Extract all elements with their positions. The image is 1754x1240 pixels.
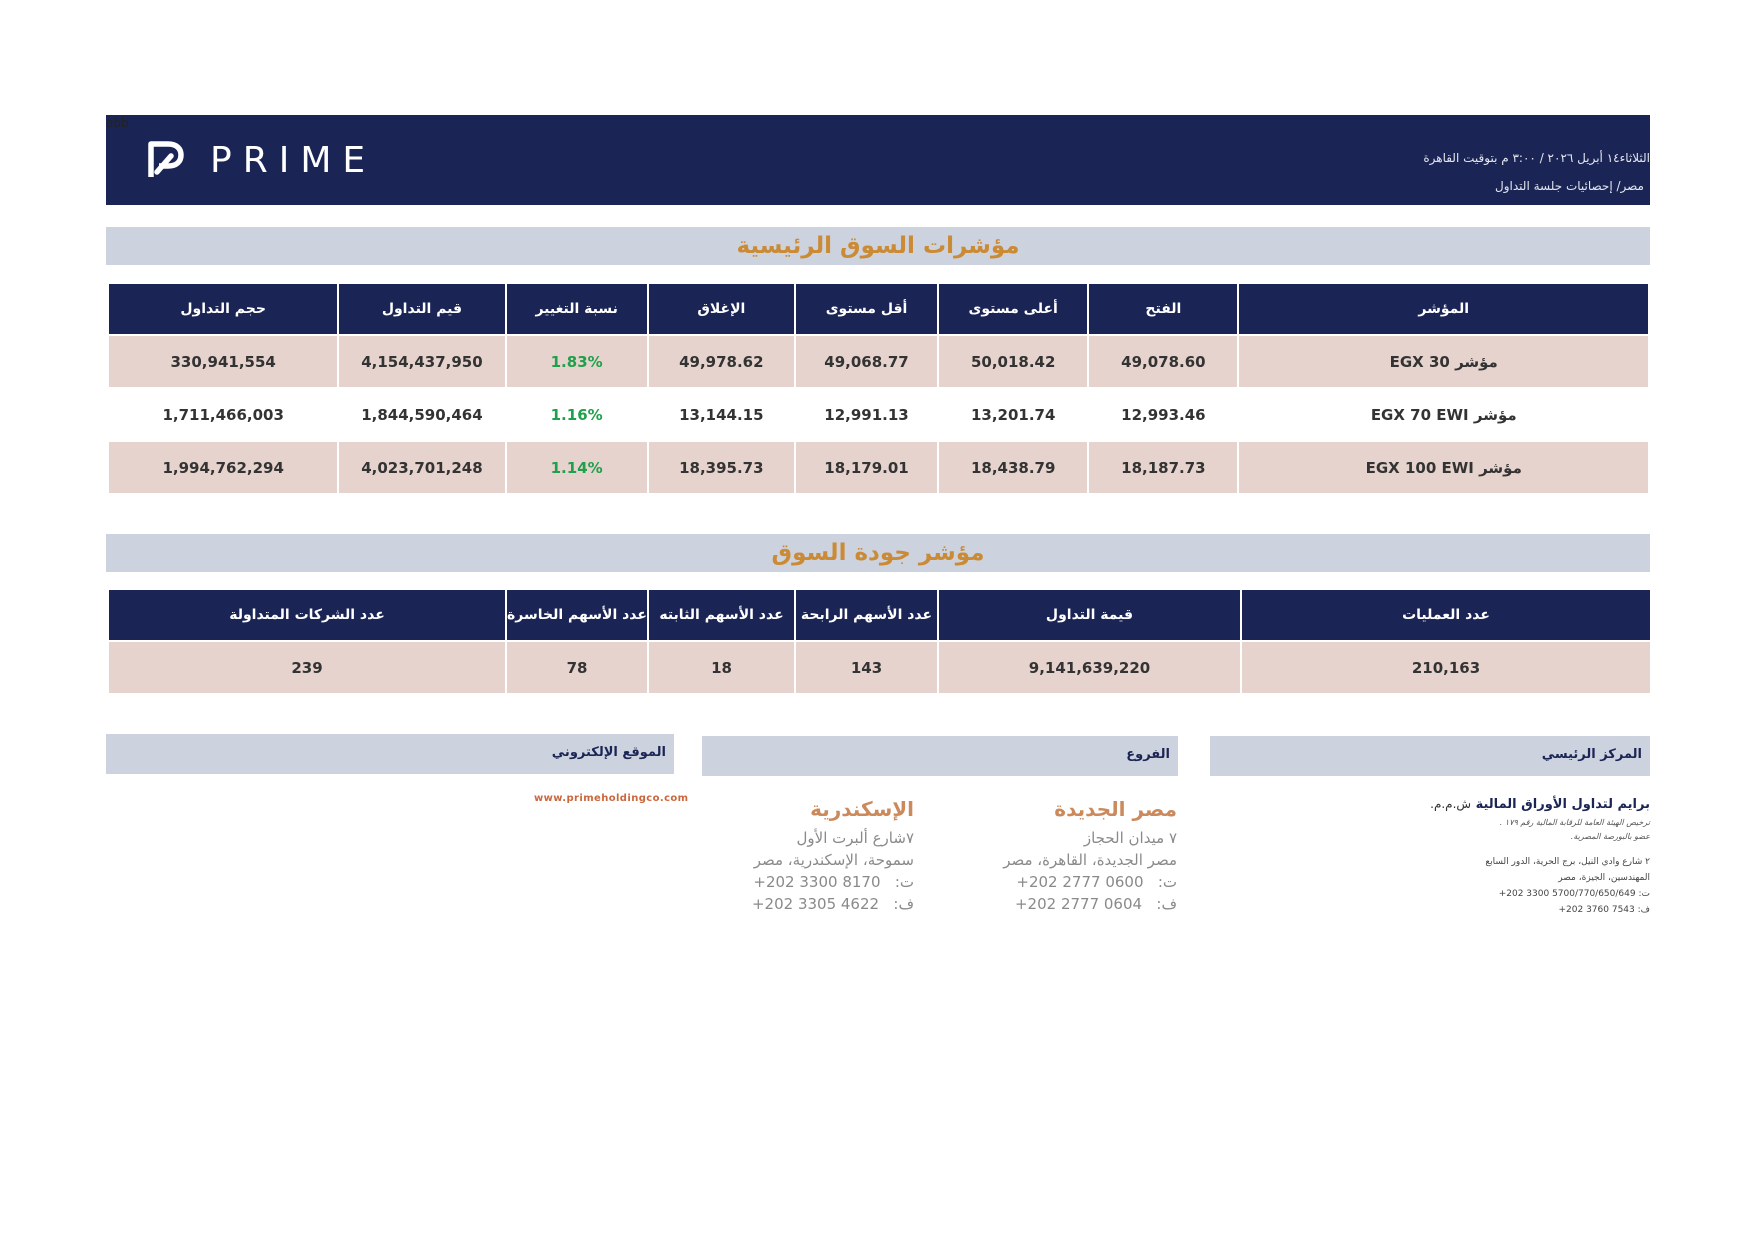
column-header-gainers: عدد الأسهم الرابحة <box>796 590 937 640</box>
column-header-traded-companies: عدد الشركات المتداولة <box>109 590 505 640</box>
low-value: 18,179.01 <box>824 458 909 477</box>
company-suffix: ش.م.م. <box>1430 797 1472 811</box>
high-value: 13,201.74 <box>970 405 1056 424</box>
branch-address-line: ٧شارع ألبرت الأول <box>796 829 914 847</box>
column-header-unchanged: عدد الأسهم الثابته <box>649 590 794 640</box>
hq-address-line: المهندسين، الجيزة، مصر <box>1558 873 1650 883</box>
phone-label: ت: <box>894 873 914 891</box>
high-cell <box>939 389 1087 440</box>
column-header-trade-value: قيمة التداول <box>939 590 1240 640</box>
close-value: 49,978.62 <box>679 352 764 371</box>
column-header-losers: عدد الأسهم الخاسرة <box>507 590 647 640</box>
trade-value: 9,141,639,220 <box>1028 658 1151 677</box>
fax-label: ف: <box>1156 895 1177 913</box>
column-header-low: أقل مستوى <box>796 284 937 334</box>
table-row <box>109 442 1648 493</box>
fax-number: +202 3305 4622 <box>751 895 880 913</box>
column-header-change: نسبة التغيير <box>507 284 647 334</box>
gainers-cell <box>796 642 937 693</box>
hq-fax-line <box>1430 902 1650 918</box>
low-value: 12,991.13 <box>824 405 909 424</box>
trade-value: 4,023,701,248 <box>361 458 483 477</box>
change-value: 1.83% <box>550 352 603 371</box>
branches-band <box>702 736 1178 776</box>
trade-value-cell <box>939 642 1240 693</box>
phone-number: +202 2777 0600 <box>1016 873 1144 891</box>
branch-address-line: ٧ ميدان الحجاز <box>1083 829 1177 847</box>
report-date: الثلاثاء١٤ أبريل ٢٠٢٦ / ٣:٠٠ م بتوقيت القاهرة <box>1423 151 1650 165</box>
gainers-value: 143 <box>850 658 883 677</box>
high-value: 50,018.42 <box>970 352 1056 371</box>
column-header-value: قيم التداول <box>339 284 504 334</box>
branch-address-line: مصر الجديدة، القاهرة، مصر <box>1003 851 1177 869</box>
trade-value-cell <box>339 336 504 387</box>
losers-value: 78 <box>566 658 588 677</box>
low-cell <box>796 442 937 493</box>
volume-value: 330,941,554 <box>170 352 276 371</box>
license-text: ترخيص الهيئة العامة للرقابة المالية رقم ١٧٩ . <box>1499 818 1650 827</box>
unchanged-cell <box>649 642 794 693</box>
trade-value-cell <box>339 442 504 493</box>
unchanged-value: 18 <box>711 658 732 677</box>
phone-number: +202 3300 5700/770/650/649 <box>1498 889 1636 899</box>
website-band <box>106 734 674 774</box>
website-link[interactable]: www.primeholdingco.com <box>534 793 689 804</box>
trades-value: 210,163 <box>1411 658 1481 677</box>
traded-companies-value: 239 <box>291 658 323 677</box>
branch-name: الإسكندرية <box>810 797 914 821</box>
open-cell <box>1089 336 1237 387</box>
close-cell <box>649 442 794 493</box>
phone-label: ت: <box>1157 873 1177 891</box>
phone-number: +202 3300 8170 <box>753 873 881 891</box>
open-cell <box>1089 389 1237 440</box>
quality-header-row <box>109 590 1650 640</box>
trade-value: 4,154,437,950 <box>361 352 483 371</box>
low-cell <box>796 336 937 387</box>
index-name-cell <box>1239 442 1648 493</box>
high-cell <box>939 336 1087 387</box>
quality-section-title: مؤشر جودة السوق <box>771 540 985 566</box>
branch-fax-line <box>752 893 914 915</box>
column-header-close: الإغلاق <box>649 284 794 334</box>
open-value: 18,187.73 <box>1121 458 1206 477</box>
index-name: مؤشر EGX 30 <box>1389 352 1498 371</box>
column-header-trades: عدد العمليات <box>1242 590 1650 640</box>
volume-cell <box>109 336 337 387</box>
index-name-cell <box>1239 336 1648 387</box>
branch-heliopolis <box>1003 797 1177 915</box>
close-cell <box>649 389 794 440</box>
close-value: 18,395.73 <box>679 458 764 477</box>
report-header <box>106 115 1650 205</box>
company-name-line <box>1430 797 1650 812</box>
column-header-high: أعلى مستوى <box>939 284 1087 334</box>
indices-table <box>107 282 1650 495</box>
indices-section-title: مؤشرات السوق الرئيسية <box>736 233 1020 259</box>
indices-header-row <box>109 284 1648 334</box>
index-name-cell <box>1239 389 1648 440</box>
table-row <box>109 389 1648 440</box>
corner-tag: abb <box>106 116 129 130</box>
high-value: 18,438.79 <box>970 458 1056 477</box>
volume-value: 1,711,466,003 <box>162 405 284 424</box>
close-cell <box>649 336 794 387</box>
logo-text: PRIME <box>210 139 377 181</box>
branch-name: مصر الجديدة <box>1054 797 1177 821</box>
website-label: الموقع الإلكتروني <box>551 745 666 760</box>
fax-label: ف: <box>1637 905 1650 915</box>
fax-label: ف: <box>893 895 914 913</box>
prime-logo <box>148 139 376 181</box>
change-cell <box>507 389 647 440</box>
open-value: 12,993.46 <box>1121 405 1206 424</box>
branch-address-line: سموحة، الإسكندرية، مصر <box>753 851 914 869</box>
change-cell <box>507 442 647 493</box>
open-cell <box>1089 442 1237 493</box>
losers-cell <box>507 642 647 693</box>
volume-cell <box>109 442 337 493</box>
breadcrumb: مصر/ إحصائيات جلسة التداول <box>1495 179 1644 193</box>
low-cell <box>796 389 937 440</box>
column-header-index: المؤشر <box>1239 284 1648 334</box>
volume-cell <box>109 389 337 440</box>
indices-section-band <box>106 227 1650 265</box>
volume-value: 1,994,762,294 <box>162 458 284 477</box>
headquarters-info <box>1430 797 1650 918</box>
hq-address-line: ٢ شارع وادي النيل، برج الحرية، الدور السابع <box>1485 857 1650 867</box>
branch-fax-line <box>1003 893 1177 915</box>
quality-table <box>107 588 1652 695</box>
low-value: 49,068.77 <box>824 352 909 371</box>
membership-text: عضو بالبورصة المصرية. <box>1570 832 1650 841</box>
column-header-open: الفتح <box>1089 284 1237 334</box>
change-value: 1.14% <box>550 458 603 477</box>
change-value: 1.16% <box>550 405 603 424</box>
trades-cell <box>1242 642 1650 693</box>
index-name: مؤشر EGX 70 EWI <box>1370 405 1517 424</box>
open-value: 49,078.60 <box>1121 352 1206 371</box>
hq-phone-line <box>1430 886 1650 902</box>
table-row <box>109 336 1648 387</box>
trade-value: 1,844,590,464 <box>361 405 483 424</box>
prime-logo-icon <box>148 141 184 179</box>
change-cell <box>507 336 647 387</box>
index-name: مؤشر EGX 100 EWI <box>1365 458 1522 477</box>
quality-section-band <box>106 534 1650 572</box>
fax-number: +202 3760 7543 <box>1558 905 1635 915</box>
table-row <box>109 642 1650 693</box>
branch-alexandria <box>752 797 914 915</box>
fax-number: +202 2777 0604 <box>1014 895 1143 913</box>
company-name: برايم لتداول الأوراق المالية <box>1475 797 1650 812</box>
branches-label: الفروع <box>1126 747 1170 762</box>
headquarters-band <box>1210 736 1650 776</box>
close-value: 13,144.15 <box>679 405 764 424</box>
headquarters-label: المركز الرئيسي <box>1541 747 1642 762</box>
column-header-volume: حجم التداول <box>109 284 337 334</box>
branch-phone-line <box>1003 871 1177 893</box>
trade-value-cell <box>339 389 504 440</box>
traded-companies-cell <box>109 642 505 693</box>
high-cell <box>939 442 1087 493</box>
branch-phone-line <box>752 871 914 893</box>
phone-label: ت: <box>1638 889 1650 899</box>
